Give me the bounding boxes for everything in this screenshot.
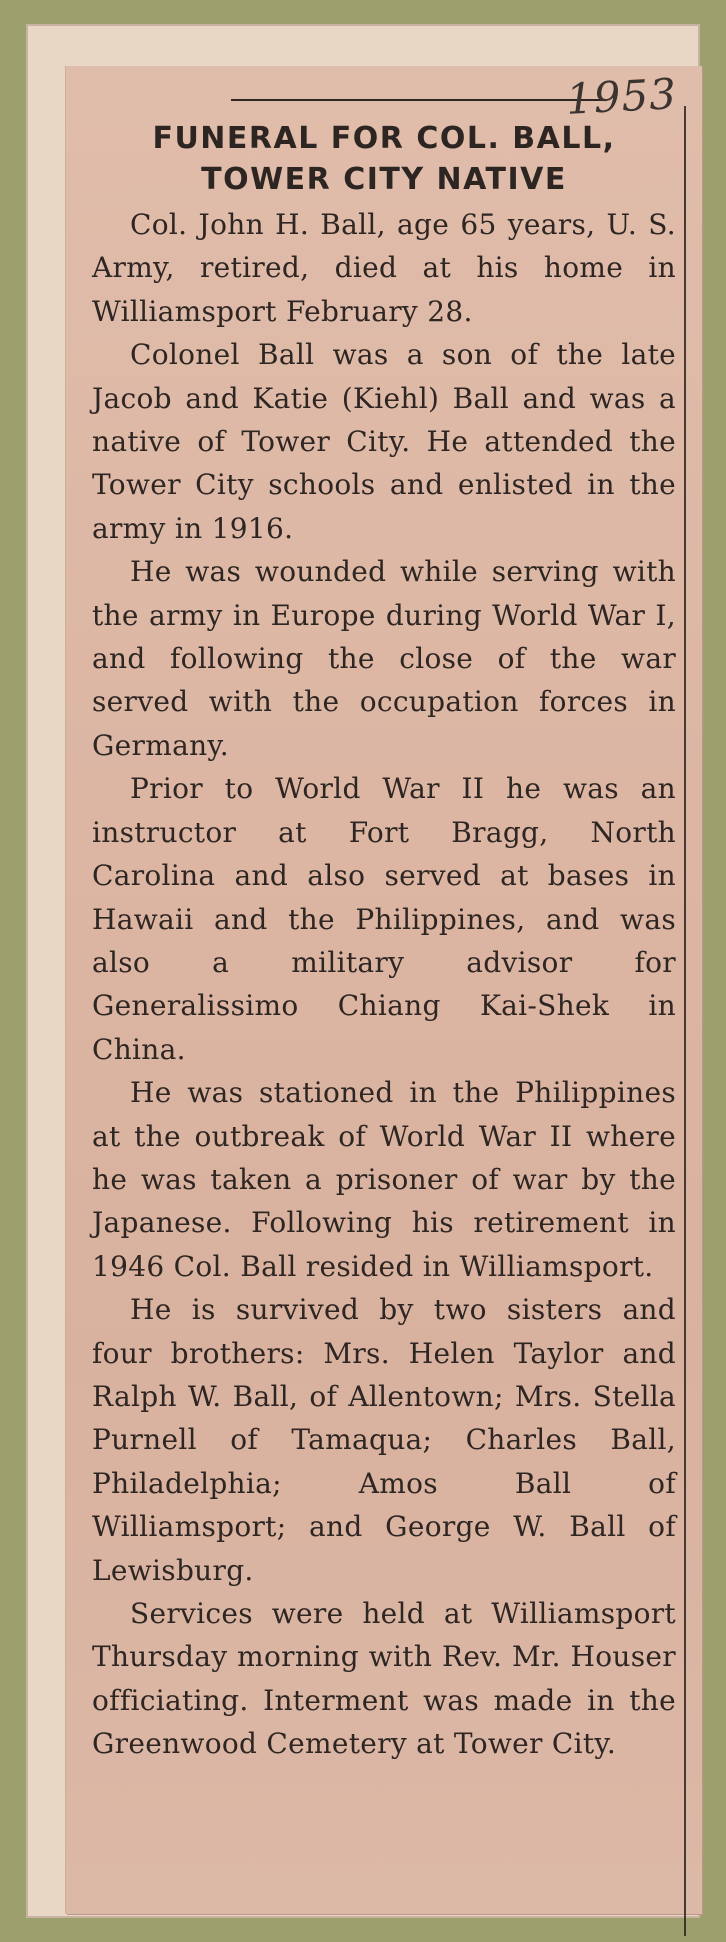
newspaper-clipping — [66, 66, 702, 1914]
headline-line-1: FUNERAL FOR COL. BALL, — [152, 121, 616, 156]
headline-line-2: TOWER CITY NATIVE — [201, 162, 567, 197]
handwritten-year: 1953 — [564, 69, 679, 124]
paragraph-services: Services were held at Williamsport Thursday morning with Rev. Mr. Houser officiating. Interment was made in the Greenwood Cemetery at Tower City. — [92, 1597, 676, 1761]
paragraph-death-notice: Col. John H. Ball, age 65 years, U. S. Army, retired, died at his home in Williamsport February 28. — [92, 208, 676, 328]
paragraph-prewar-career: Prior to World War II he was an instructor at Fort Bragg, North Carolina and also served at bases in Hawaii and the Philippines, and was also a military advisor for Generalissimo Chiang Kai-Shek in China. — [92, 772, 676, 1066]
paragraph-wwi-service: He was wounded while serving with the army in Europe during World War I, and following the close of the war served with the occupation forces in Germany. — [92, 555, 676, 762]
article-body — [92, 203, 676, 1766]
column-rule — [684, 106, 686, 1936]
headline — [88, 118, 680, 200]
top-rule — [231, 99, 603, 101]
photo-mat — [26, 24, 700, 1918]
paragraph-survivors: He is survived by two sisters and four brothers: Mrs. Helen Taylor and Ralph W. Ball, of Allentown; Mrs. Stella Purnell of Tamaqua; Charles Ball, Philadelphia; Amos Ball of Williamsport; and George W. Ball of Lewisburg. — [92, 1293, 676, 1587]
paragraph-family-origin: Colonel Ball was a son of the late Jacob and Katie (Kiehl) Ball and was a native of Tower City. He attended the Tower City schools and enlisted in the army in 1916. — [92, 338, 676, 545]
paragraph-wwii-service: He was stationed in the Philippines at the outbreak of World War II where he was taken a prisoner of war by the Japanese. Following his retirement in 1946 Col. Ball resided in Williamsport. — [92, 1076, 676, 1283]
